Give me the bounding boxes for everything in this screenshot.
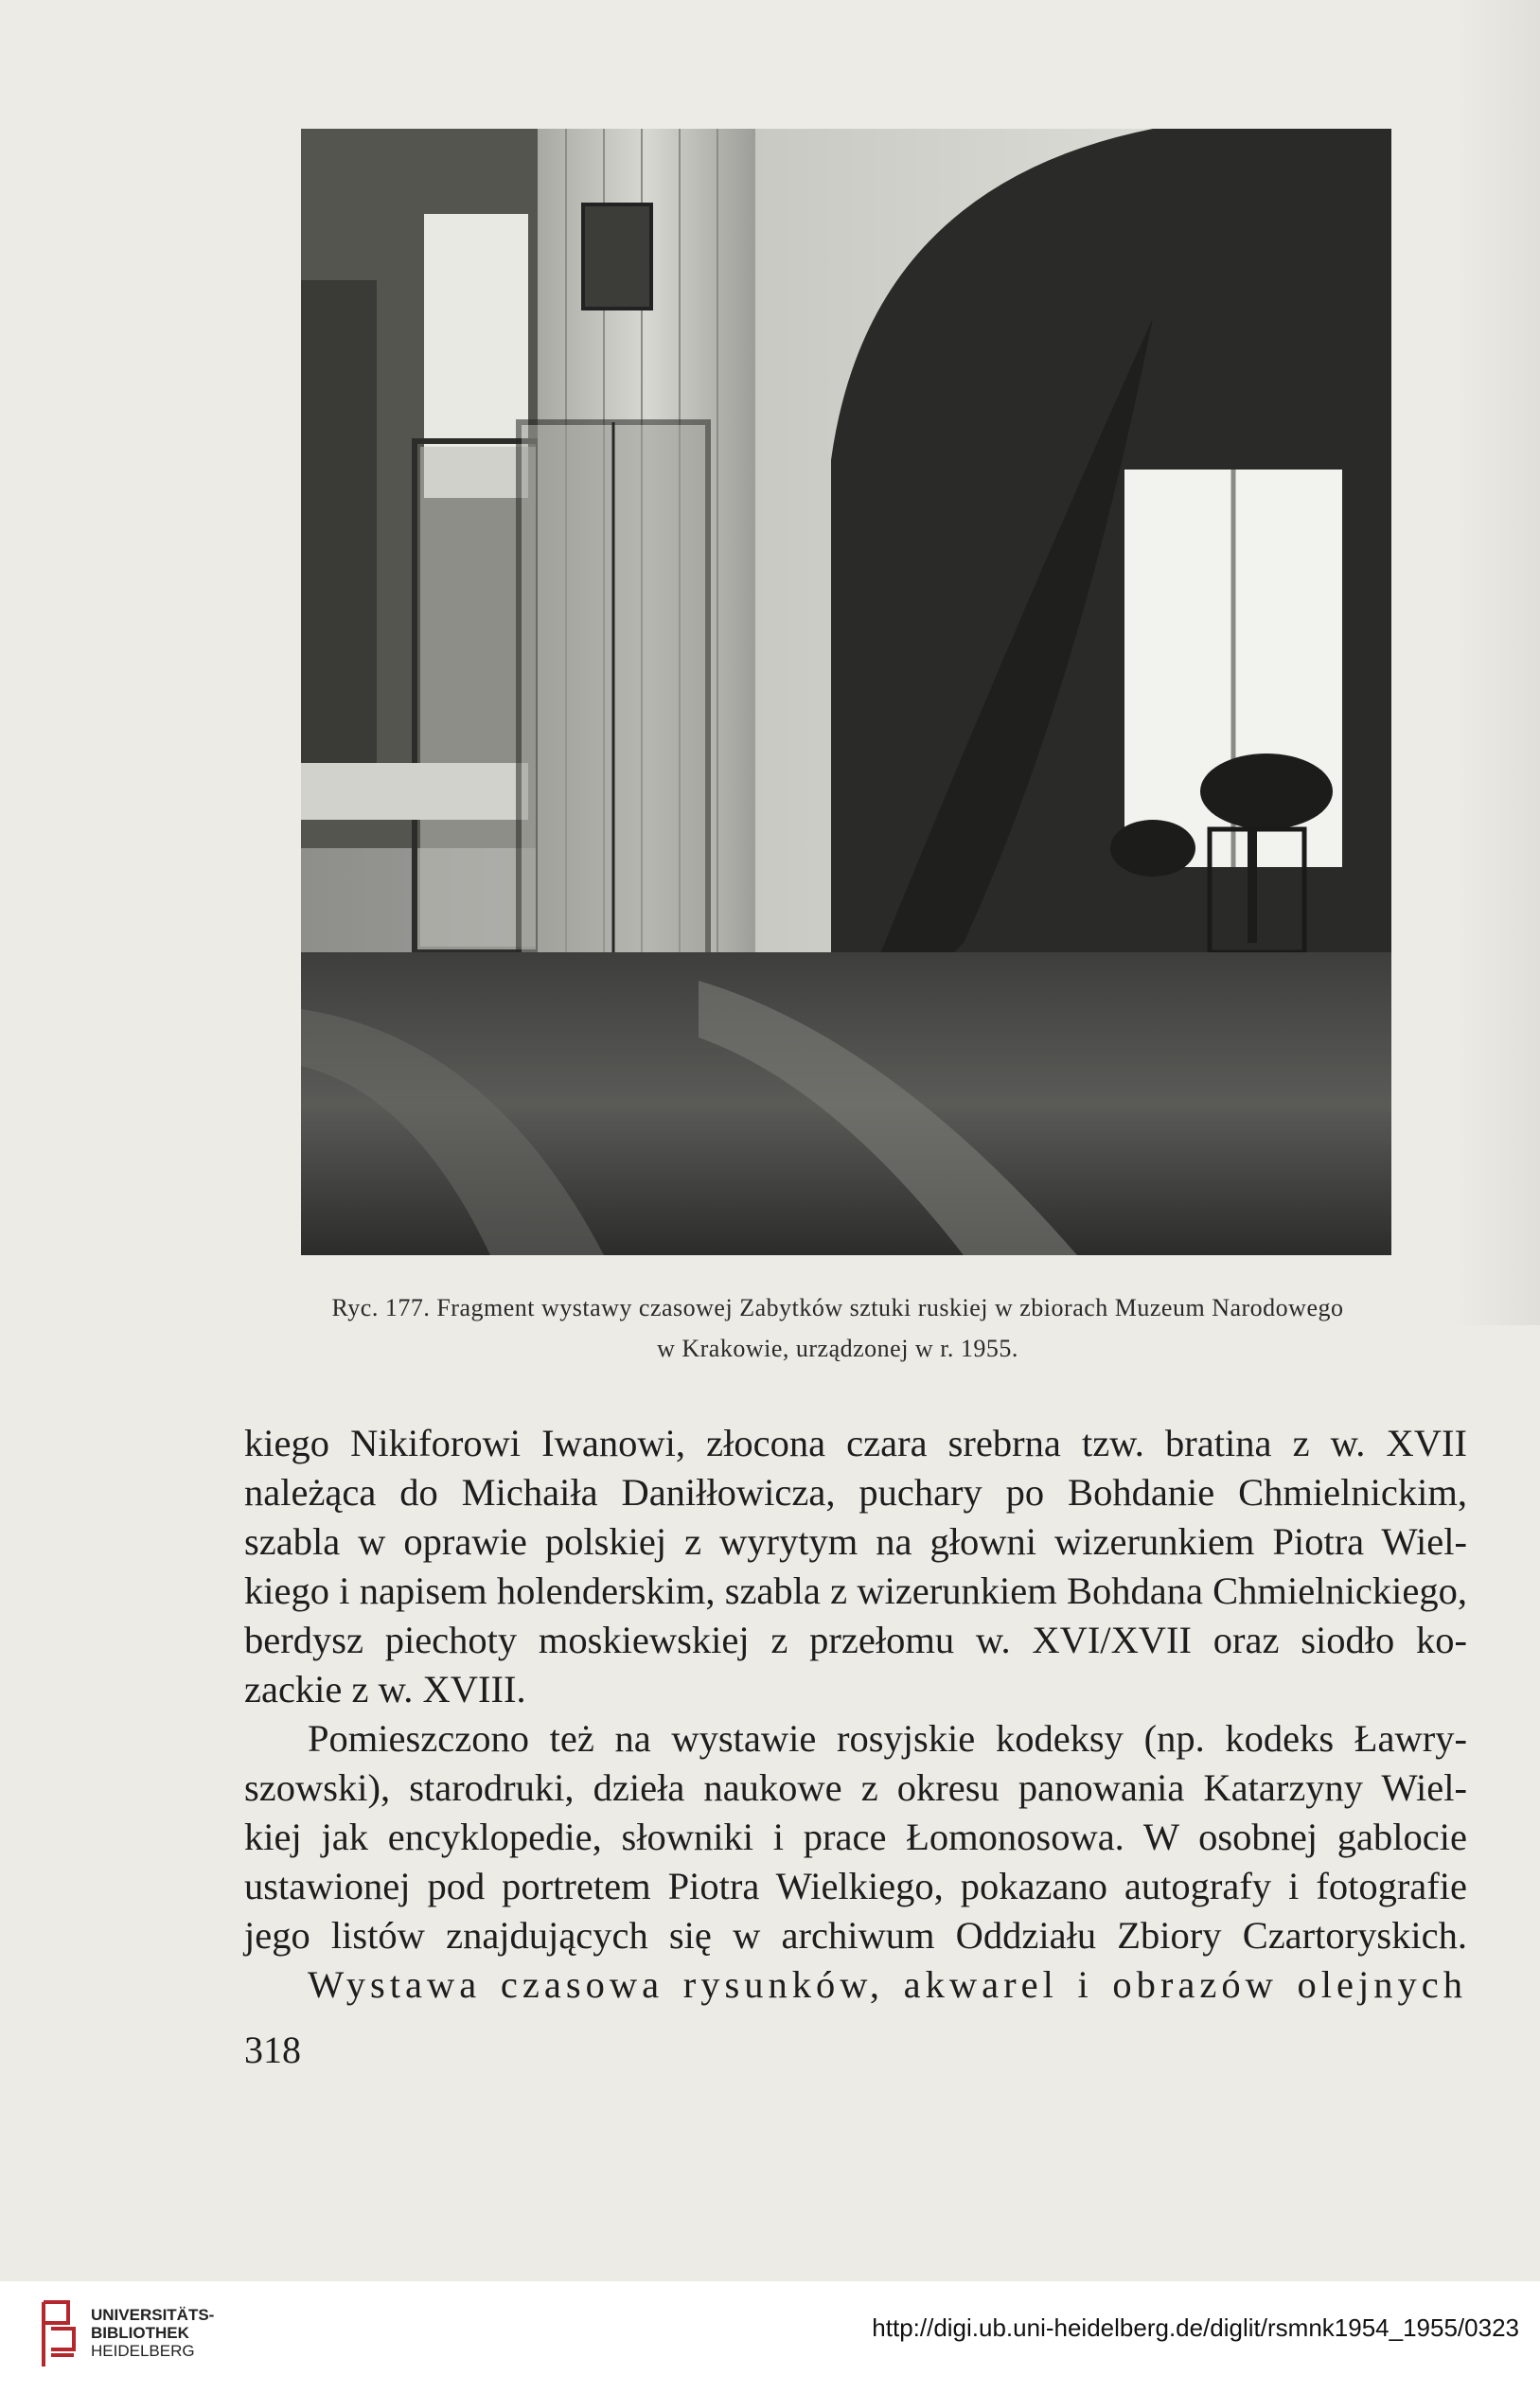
- library-name-line-2: BIBLIOTHEK: [91, 2324, 189, 2342]
- library-name-line-1: UNIVERSITÄTS-: [91, 2306, 215, 2324]
- figure-caption-line-1: Ryc. 177. Fragment wystawy czasowej Zabytków sztuki ruskiej w zbiorach Muzeum Narodowego: [331, 1294, 1344, 1321]
- body-text-line: należąca do Michaiła Daniłłowicza, puchary po Bohdanie Chmielnickim,: [244, 1471, 1467, 1514]
- photo-illustration: [301, 129, 1391, 1255]
- body-text-line: kiego i napisem holenderskim, szabla z wizerunkiem Bohdana Chmielnickiego,: [244, 1569, 1467, 1612]
- library-footer: [0, 2281, 1540, 2393]
- exhibition-photograph: [301, 129, 1391, 1255]
- source-url-link[interactable]: http://digi.ub.uni-heidelberg.de/diglit/rsmnk1954_1955/0323: [872, 2313, 1519, 2342]
- page-edge-shadow: [1455, 0, 1540, 1325]
- body-text-line: zackie z w. XVIII.: [244, 1668, 526, 1711]
- body-text-line: Wystawa czasowa rysunków, akwarel i obrazów olejnych: [308, 1963, 1467, 2006]
- body-text-line: kiej jak encyklopedie, słowniki i prace Łomonosowa. W osobnej gablocie: [244, 1816, 1467, 1858]
- body-text-line: Pomieszczono też na wystawie rosyjskie kodeksy (np. kodeks Ławry-: [308, 1717, 1467, 1760]
- body-text-line: berdysz piechoty moskiewskiej z przełomu w. XVI/XVII oraz siodło ko-: [244, 1619, 1467, 1661]
- figure-caption-line-2: w Krakowie, urządzonej w r. 1955.: [657, 1335, 1018, 1362]
- body-text-line: szowski), starodruki, dzieła naukowe z okresu panowania Katarzyny Wiel-: [244, 1766, 1467, 1809]
- body-text-line: ustawionej pod portretem Piotra Wielkiego, pokazano autografy i fotografie: [244, 1865, 1467, 1907]
- body-text-line: kiego Nikiforowi Iwanowi, złocona czara srebrna tzw. bratina z w. XVII: [244, 1422, 1467, 1464]
- body-text-line: jego listów znajdujących się w archiwum Oddziału Zbiory Czartoryskich.: [244, 1914, 1467, 1957]
- library-name: [91, 2306, 214, 2360]
- body-text-line: szabla w oprawie polskiej z wyrytym na głowni wizerunkiem Piotra Wiel-: [244, 1520, 1467, 1563]
- library-logo-icon: [36, 2296, 80, 2372]
- page-number: 318: [244, 2029, 301, 2071]
- library-name-line-3: HEIDELBERG: [91, 2342, 195, 2360]
